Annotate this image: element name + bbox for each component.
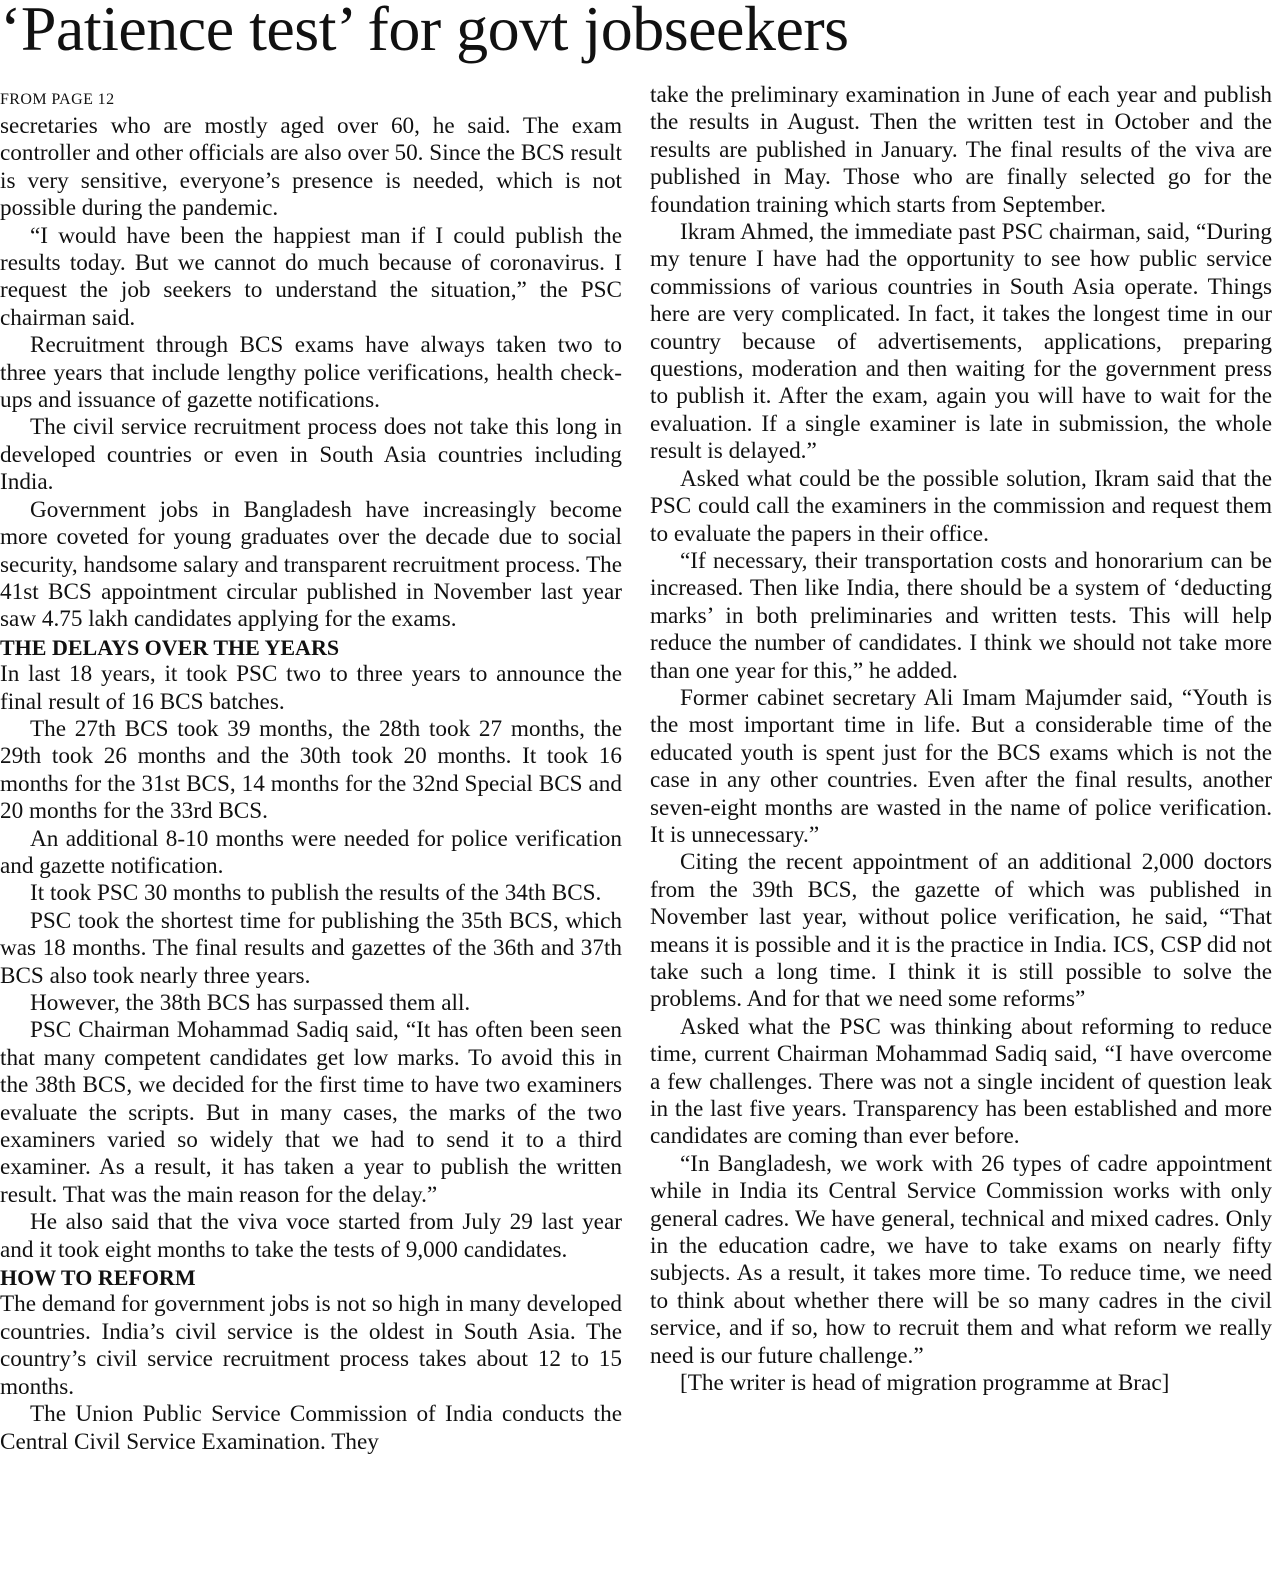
continuation-label: FROM PAGE 12 — [0, 91, 115, 108]
paragraph: It took PSC 30 months to publish the results of the 34th BCS. — [30, 880, 602, 907]
subheading-delays: THE DELAYS OVER THE YEARS — [0, 634, 340, 660]
paragraph: secretaries who are mostly aged over 60, he said. The exam controller and other officials are also over 50. Since the BCS result is very sensitive, everyone’s presence is needed, which is not possible during the pandemic. — [0, 113, 622, 222]
paragraph: Former cabinet secretary Ali Imam Majumder said, “Youth is the most important time in life. But a considerable time of the educated youth is spent just for the BCS exams which is not the case in any other countries. Even after the final results, another seven-eight months are wasted in the name of police verification. It is unnecessary.” — [650, 684, 1272, 848]
paragraph: Asked what could be the possible solution, Ikram said that the PSC could call the examiners in the commission and request them to evaluate the papers in their office. — [650, 465, 1272, 547]
paragraph: Asked what the PSC was thinking about reforming to reduce time, current Chairman Mohammad Sadiq said, “I have overcome a few challenges. There was not a single incident of question leak in the last five years. Transparency has been established and more candidates are coming than ever before. — [650, 1013, 1272, 1150]
paragraph: Recruitment through BCS exams have always taken two to three years that include lengthy police verifications, health check-ups and issuance of gazette notifications. — [0, 332, 622, 414]
paragraph: take the preliminary examination in June of each year and publish the results in August. Then the written test in October and the results are published in January. The final results of the viva are published in May. Those who are finally selected go for the foundation training which starts from September. — [650, 82, 1272, 218]
paragraph: The 27th BCS took 39 months, the 28th took 27 months, the 29th took 26 months and the 30th took 20 months. It took 16 months for the 31st BCS, 14 months for the 32nd Special BCS and 20 months for the 33rd BCS. — [0, 715, 622, 825]
paragraph: “In Bangladesh, we work with 26 types of cadre appointment while in India its Central Service Commission works with only general cadres. We have general, technical and mixed cadres. Only in the education cadre, we have to take exams on nearly fifty subjects. As a result, it takes more time. To reduce time, we need to think about whether there will be so many cadres in the civil service, and if so, how to recruit them and what reform we really need is our future challenge.” — [650, 1150, 1272, 1369]
author-note: [The writer is head of migration programme at Brac] — [680, 1370, 1170, 1397]
paragraph: He also said that the viva voce started from July 29 last year and it took eight months to take the tests of 9,000 candidates. — [0, 1209, 622, 1263]
paragraph: The demand for government jobs is not so high in many developed countries. India’s civil service is the oldest in South Asia. The country’s civil service recruitment process takes about 12 to 15 months. — [0, 1291, 622, 1400]
article-column-right — [650, 82, 1272, 1398]
paragraph: An additional 8-10 months were needed for police verification and gazette notification. — [0, 825, 622, 879]
paragraph: The civil service recruitment process does not take this long in developed countries or even in South Asia countries including India. — [0, 414, 622, 496]
paragraph: However, the 38th BCS has surpassed them all. — [30, 990, 471, 1016]
paragraph: The Union Public Service Commission of India conducts the Central Civil Service Examination. They — [0, 1401, 622, 1455]
paragraph: “I would have been the happiest man if I could publish the results today. But we cannot do much because of coronavirus. I request the job seekers to understand the situation,” the PSC chairman said. — [0, 222, 622, 331]
paragraph: Citing the recent appointment of an additional 2,000 doctors from the 39th BCS, the gazette of which was published in November last year, without police verification, he said, “That means it is possible and it is the practice in India. ICS, CSP did not take such a long time. I think it is still possible to solve the problems. And for that we need some reforms” — [650, 849, 1272, 1013]
paragraph: PSC took the shortest time for publishing the 35th BCS, which was 18 months. The final results and gazettes of the 36th and 37th BCS also took nearly three years. — [0, 907, 622, 989]
paragraph: Government jobs in Bangladesh have increasingly become more coveted for young graduates over the decade due to social security, handsome salary and transparent recruitment process. The 41st BCS appointment circular published in November last year saw 4.75 lakh candidates applying for the exams. — [0, 496, 622, 633]
paragraph: Ikram Ahmed, the immediate past PSC chairman, said, “During my tenure I have had the opportunity to see how public service commissions of various countries in South Asia operate. Things here are very complicated. In fact, it takes the longest time in our country because of advertisements, applications, preparing questions, moderation and then waiting for the government press to publish it. After the exam, again you will have to wait for the evaluation. If a single examiner is late in submission, the whole result is delayed.” — [650, 219, 1272, 465]
article-column-left — [0, 82, 622, 1456]
paragraph: PSC Chairman Mohammad Sadiq said, “It has often been seen that many competent candidates get low marks. To avoid this in the 38th BCS, we decided for the first time to have two examiners evaluate the scripts. But in many cases, the marks of the two examiners varied so widely that we had to send it to a third examiner. As a result, it has taken a year to publish the written result. That was the main reason for the delay.” — [0, 1017, 622, 1208]
paragraph: In last 18 years, it took PSC two to three years to announce the final result of 16 BCS batches. — [0, 661, 622, 715]
headline: ‘Patience test’ for govt jobseekers — [0, 0, 849, 64]
paragraph: “If necessary, their transportation costs and honorarium can be increased. Then like India, there should be a system of ‘deducting marks’ in both preliminaries and written tests. This will help reduce the number of candidates. I think we should not take more than one year for this,” he added. — [650, 547, 1272, 684]
subheading-reform: HOW TO REFORM — [0, 1265, 196, 1291]
